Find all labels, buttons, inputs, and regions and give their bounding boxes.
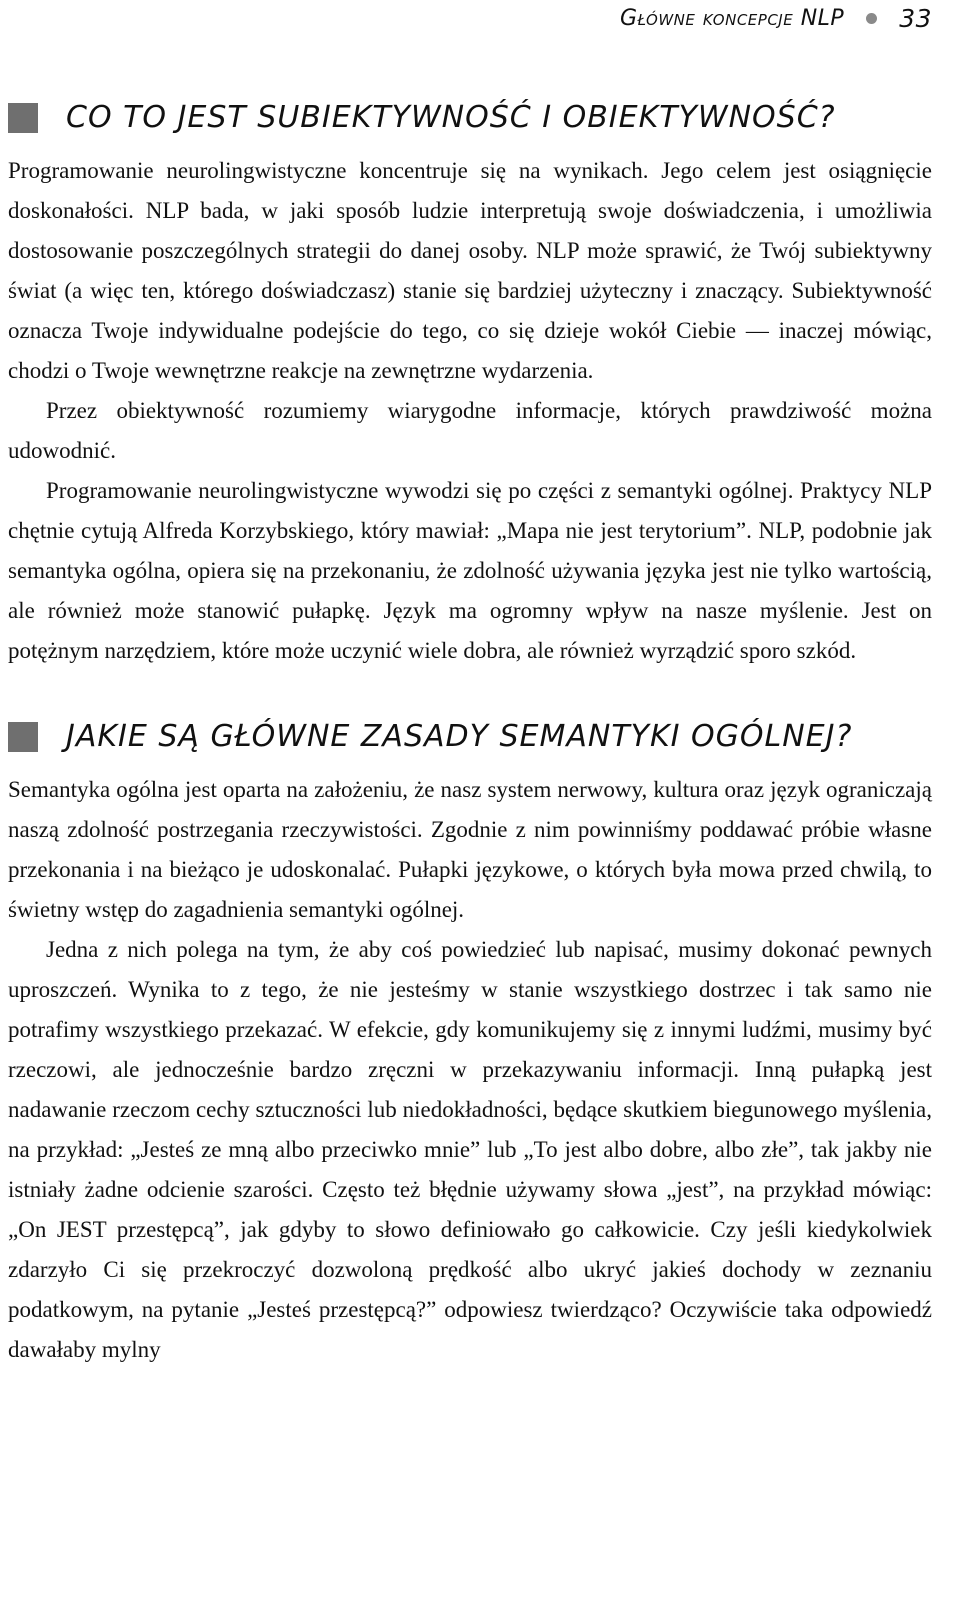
square-bullet-icon <box>8 722 38 752</box>
paragraph: Programowanie neurolingwistyczne wywodzi się po części z semantyki ogólnej. Praktycy NLP chętnie cytują Alfreda Korzybskiego, który mawiał: „Mapa nie jest terytorium”. NLP, podobnie jak semantyka ogólna, opiera się na przekonaniu, że zdolność używania języka jest nie tylko wartością, ale również może stanowić pułapkę. Język ma ogromny wpływ na nasze myślenie. Jest on potężnym narzędziem, które może uczynić wiele dobra, ale również wyrządzić sporo szkód. <box>8 478 932 663</box>
paragraph: Przez obiektywność rozumiemy wiarygodne informacje, których prawdziwość można udowodnić. <box>8 398 932 463</box>
section-heading-row <box>8 100 932 135</box>
paragraph: Programowanie neurolingwistyczne koncentruje się na wynikach. Jego celem jest osiągnięcie doskonałości. NLP bada, w jaki sposób ludzie interpretują swoje doświadczenia, i umożliwia dostosowanie poszczególnych strategii do danej osoby. NLP może sprawić, że Twój subiektywny świat (a więc ten, którego doświadczasz) stanie się bardziej użyteczny i znaczący. Subiektywność oznacza Twoje indywidualne podejście do tego, co się dzieje wokół Ciebie — inaczej mówiąc, chodzi o Twoje wewnętrzne reakcje na zewnętrzne wydarzenia. <box>8 158 932 383</box>
paragraph: Semantyka ogólna jest oparta na założeniu, że nasz system nerwowy, kultura oraz język ograniczają naszą zdolność postrzegania rzeczywistości. Zgodnie z nim powinniśmy poddawać próbie własne przekonania i na bieżąco je udoskonalać. Pułapki językowe, o których była mowa przed chwilą, to świetny wstęp do zagadnienia semantyki ogólnej. <box>8 777 932 922</box>
running-head-title: Główne koncepcje NLP <box>620 6 845 31</box>
section-general-semantics <box>8 719 932 1370</box>
bullet-dot-icon <box>866 13 877 24</box>
page-body <box>8 100 932 1370</box>
paragraph: Jedna z nich polega na tym, że aby coś powiedzieć lub napisać, musimy dokonać pewnych uproszczeń. Wynika to z tego, że nie jesteśmy w stanie wszystkiego dostrzec i tak samo nie potrafimy wszystkiego przekazać. W efekcie, gdy komunikujemy się z innymi ludźmi, musimy być rzeczowi, ale jednocześnie bardzo zręczni w przekazywaniu informacji. Inną pułapką jest nadawanie rzeczom cechy sztuczności lub niedokładności, będące skutkiem biegunowego myślenia, na przykład: „Jesteś ze mną albo przeciwko mnie” lub „To jest albo dobre, albo złe”, tak jakby nie istniały żadne odcienie szarości. Często też błędnie używamy słowa „jest”, na przykład mówiąc: „On JEST przestępcą”, jak gdyby to słowo definiowało go całkowicie. Czy jeśli kiedykolwiek zdarzyło Ci się przekroczyć dozwoloną prędkość albo ukryć jakieś dochody w zeznaniu podatkowym, na pytanie „Jesteś przestępcą?” odpowiesz twierdząco? Oczywiście taka odpowiedź dawałaby mylny <box>8 937 932 1362</box>
section-heading: CO TO JEST SUBIEKTYWNOŚĆ I OBIEKTYWNOŚĆ? <box>66 100 836 135</box>
section-heading-row <box>8 719 932 754</box>
running-head <box>620 4 932 33</box>
section-heading: JAKIE SĄ GŁÓWNE ZASADY SEMANTYKI OGÓLNEJ? <box>66 719 853 754</box>
square-bullet-icon <box>8 103 38 133</box>
page-number: 33 <box>899 4 932 33</box>
section-subjectivity <box>8 100 932 671</box>
